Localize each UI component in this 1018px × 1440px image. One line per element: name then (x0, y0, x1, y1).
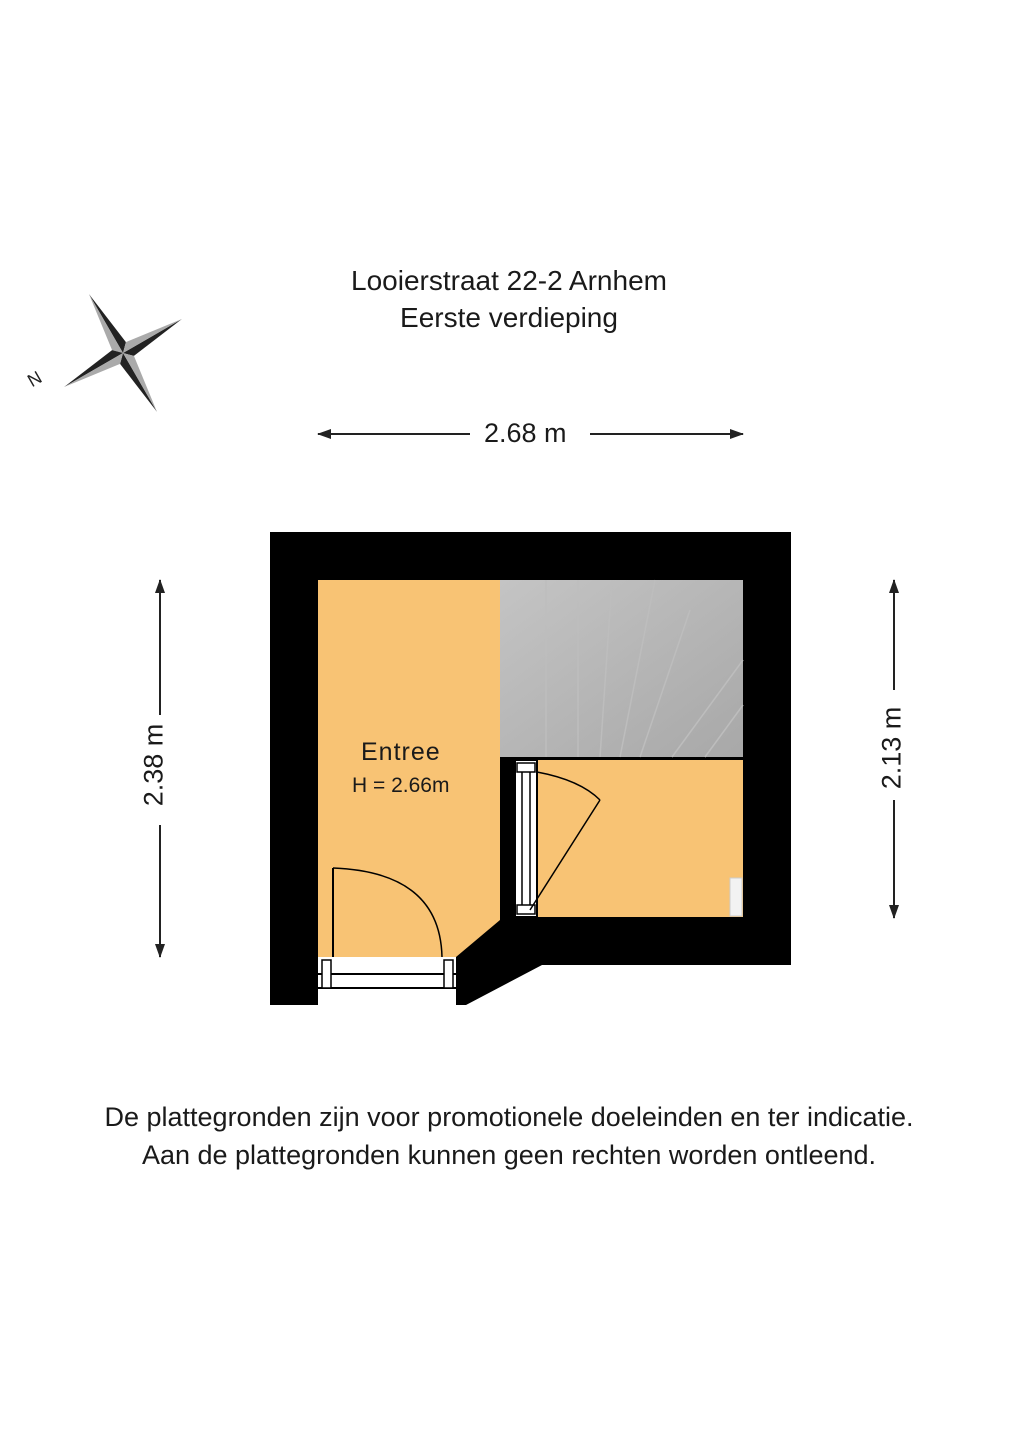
wall-element (730, 878, 742, 916)
stairs (500, 580, 743, 757)
small-room-floor (538, 760, 743, 917)
disclaimer-line-2: Aan de plattegronden kunnen geen rechten worden ontleend. (141, 1140, 877, 1170)
width-dimension-label: 2.68 m (476, 418, 575, 448)
disclaimer-line-1: De plattegronden zijn voor promotionele doeleinden en ter indicatie. (104, 1102, 914, 1132)
room-name: Entree (361, 738, 441, 766)
left-height-dimension-label: 2.38 m (138, 716, 168, 815)
north-label: N (24, 367, 46, 391)
floor-title: Eerste verdieping (400, 302, 618, 333)
entree-floor (318, 580, 500, 957)
address-title: Looierstraat 22-2 Arnhem (351, 265, 667, 296)
right-height-dimension-label: 2.13 m (876, 699, 906, 798)
room-height: H = 2.66m (352, 774, 450, 797)
